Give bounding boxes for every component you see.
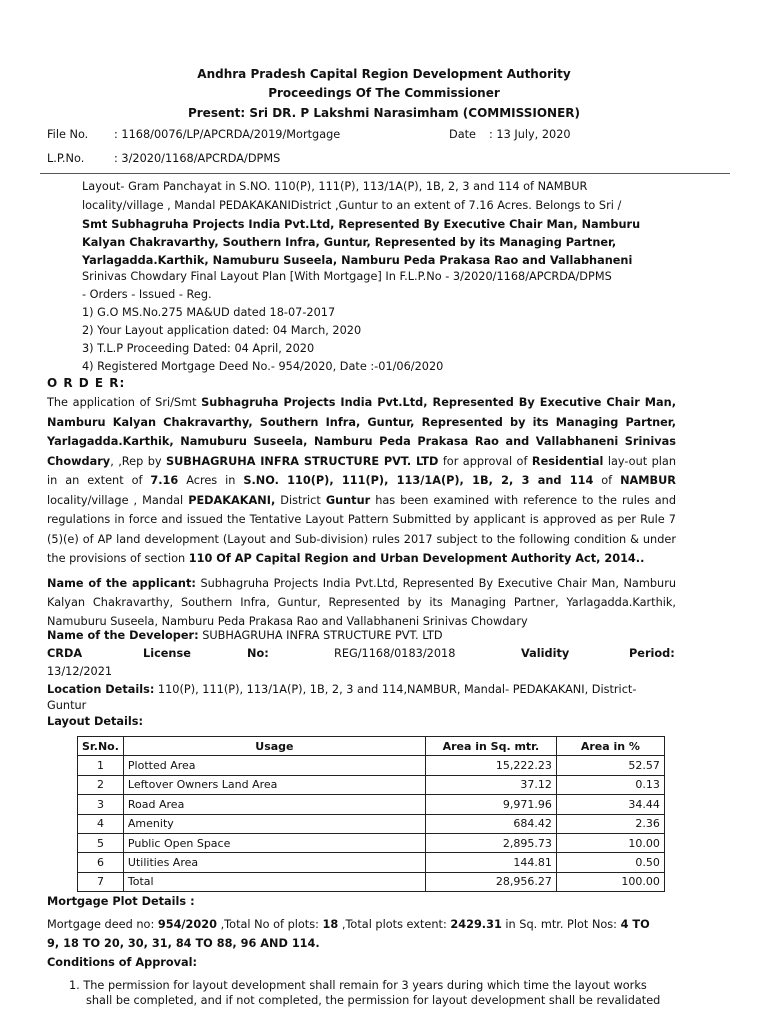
table-row bbox=[78, 795, 665, 814]
subject-line: Kalyan Chakravarthy, Southern Infra, Guntur, Represented by its Managing Partner, bbox=[82, 236, 617, 249]
order-paragraph: The application of Sri/Smt Subhagruha Projects India Pvt.Ltd, Represented By Executive Chair Man, Namburu Kalyan Chakravarthy, Southern Infra, Guntur, Represented by its Managing Partner, Yarlagadda.Karthik, Namuburu Suseela, Namburu Peda Prakasa Rao and Vallabhaneni Srinivas Chowdary, ,Rep by SUBHAGRUHA INFRA STRUCTURE PVT. LTD for approval of Residential lay-out plan in an extent of 7.16 Acres in S.NO. 110(P), 111(P), 113/1A(P), 1B, 2, 3 and 114 of NAMBUR locality/village , Mandal PEDAKAKANI, District Guntur has been examined with reference to the rules and regulations in force and issued the Tentative Layout Pattern Submitted by applicant is approved as per Rule 7 (5)(e) of AP land development (Layout and Sub-division) rules 2017 subject to the following condition & under the provisions of section 110 Of AP Capital Region and Urban Development Authority Act, 2014.. bbox=[47, 396, 677, 565]
license-word: CRDA bbox=[47, 647, 83, 660]
reference-item: 1) G.O MS.No.275 MA&UD dated 18-07-2017 bbox=[82, 306, 336, 319]
license-word: Validity bbox=[521, 647, 570, 660]
subject-line: Srinivas Chowdary Final Layout Plan [With Mortgage] In F.L.P.No - 3/2020/1168/APCRDA/DPMS bbox=[82, 270, 612, 283]
table-cell: 6 bbox=[78, 853, 124, 872]
file-label: File No. bbox=[47, 128, 89, 141]
table-cell: 34.44 bbox=[556, 795, 664, 814]
table-cell: 7 bbox=[78, 872, 124, 891]
table-cell: 144.81 bbox=[425, 853, 556, 872]
table-cell: Total bbox=[123, 872, 425, 891]
condition-item-cont: shall be completed, and if not completed, the permission for layout development shall be revalidated bbox=[86, 994, 661, 1007]
table-cell: 28,956.27 bbox=[425, 872, 556, 891]
table-cell: 15,222.23 bbox=[425, 756, 556, 775]
mortgage-label: Mortgage Plot Details : bbox=[47, 895, 195, 908]
table-cell: 37.12 bbox=[425, 775, 556, 794]
table-cell: 684.42 bbox=[425, 814, 556, 833]
condition-item: 1. The permission for layout development shall remain for 3 years during which time the layout works bbox=[69, 979, 647, 992]
table-cell: 0.50 bbox=[556, 853, 664, 872]
table-cell: 52.57 bbox=[556, 756, 664, 775]
mortgage-details: Mortgage deed no: 954/2020 ,Total No of plots: 18 ,Total plots extent: 2429.31 in Sq. mtr. Plot Nos: 4 TO bbox=[47, 918, 650, 931]
reference-item: 2) Your Layout application dated: 04 March, 2020 bbox=[82, 324, 362, 337]
table-cell: Utilities Area bbox=[123, 853, 425, 872]
validity-period: 13/12/2021 bbox=[47, 665, 113, 678]
table-cell: Public Open Space bbox=[123, 833, 425, 852]
divider bbox=[40, 173, 730, 174]
table-header-row bbox=[78, 737, 665, 756]
subject-line: Layout- Gram Panchayat in S.NO. 110(P), 111(P), 113/1A(P), 1B, 2, 3 and 114 of NAMBUR bbox=[82, 180, 588, 193]
table-cell: 100.00 bbox=[556, 872, 664, 891]
present-line: Present: Sri DR. P Lakshmi Narasimham (COMMISSIONER) bbox=[187, 106, 581, 120]
table-cell: 1 bbox=[78, 756, 124, 775]
order-heading: O R D E R: bbox=[47, 376, 126, 390]
table-cell: 10.00 bbox=[556, 833, 664, 852]
column-header: Sr.No. bbox=[78, 737, 124, 756]
table-cell: 5 bbox=[78, 833, 124, 852]
table-cell: 2,895.73 bbox=[425, 833, 556, 852]
table-cell: Road Area bbox=[123, 795, 425, 814]
license-word: License bbox=[143, 647, 191, 660]
column-header: Area in % bbox=[556, 737, 664, 756]
date-value: : 13 July, 2020 bbox=[489, 128, 571, 141]
reference-item: 4) Registered Mortgage Deed No.- 954/2020, Date :-01/06/2020 bbox=[82, 360, 444, 373]
location-details-cont: Guntur bbox=[47, 699, 87, 712]
license-number: REG/1168/0183/2018 bbox=[334, 647, 456, 660]
table-cell: 2.36 bbox=[556, 814, 664, 833]
conditions-label: Conditions of Approval: bbox=[47, 956, 198, 969]
proceedings-title: Proceedings Of The Commissioner bbox=[268, 86, 500, 100]
table-cell: 9,971.96 bbox=[425, 795, 556, 814]
table-cell: Amenity bbox=[123, 814, 425, 833]
table-cell: 4 bbox=[78, 814, 124, 833]
lp-label: L.P.No. bbox=[47, 152, 85, 165]
date-label: Date bbox=[449, 128, 477, 141]
table-row bbox=[78, 853, 665, 872]
table-row bbox=[78, 872, 665, 891]
table-row bbox=[78, 814, 665, 833]
org-title: Andhra Pradesh Capital Region Development Authority bbox=[197, 67, 571, 81]
layout-details-label: Layout Details: bbox=[47, 715, 144, 728]
mortgage-plot-numbers: 9, 18 TO 20, 30, 31, 84 TO 88, 96 AND 114. bbox=[47, 937, 320, 950]
location-details: Location Details: 110(P), 111(P), 113/1A(P), 1B, 2, 3 and 114,NAMBUR, Mandal- PEDAKAKANI, District- bbox=[47, 683, 637, 696]
applicant-section: Name of the applicant: Subhagruha Projects India Pvt.Ltd, Represented By Executive Chair Man, Namburu Kalyan Chakravarthy, Southern Infra, Guntur, Represented by its Managing Partner, Yarlagadda.Karthik, Namuburu Suseela, Namburu Peda Prakasa Rao and Vallabhaneni Srinivas Chowdary bbox=[47, 577, 676, 628]
reference-item: 3) T.L.P Proceeding Dated: 04 April, 2020 bbox=[82, 342, 315, 355]
layout-table bbox=[77, 736, 665, 892]
table-row bbox=[78, 775, 665, 794]
table-row bbox=[78, 756, 665, 775]
license-word: Period: bbox=[629, 647, 675, 660]
file-value: : 1168/0076/LP/APCRDA/2019/Mortgage bbox=[114, 128, 341, 141]
subject-line: - Orders - Issued - Reg. bbox=[82, 288, 212, 301]
subject-line: Yarlagadda.Karthik, Namuburu Suseela, Namburu Peda Prakasa Rao and Vallabhaneni bbox=[82, 254, 633, 267]
table-cell: 0.13 bbox=[556, 775, 664, 794]
license-word: No: bbox=[247, 647, 269, 660]
table-cell: Plotted Area bbox=[123, 756, 425, 775]
subject-line: locality/village , Mandal PEDAKAKANIDistrict ,Guntur to an extent of 7.16 Acres. Belongs to Sri / bbox=[82, 199, 622, 212]
lp-value: : 3/2020/1168/APCRDA/DPMS bbox=[114, 152, 281, 165]
column-header: Area in Sq. mtr. bbox=[425, 737, 556, 756]
developer-section: Name of the Developer: SUBHAGRUHA INFRA STRUCTURE PVT. LTD bbox=[47, 629, 443, 642]
column-header: Usage bbox=[123, 737, 425, 756]
table-cell: 3 bbox=[78, 795, 124, 814]
table-cell: 2 bbox=[78, 775, 124, 794]
table-row bbox=[78, 833, 665, 852]
subject-line: Smt Subhagruha Projects India Pvt.Ltd, Represented By Executive Chair Man, Namburu bbox=[82, 218, 641, 231]
table-cell: Leftover Owners Land Area bbox=[123, 775, 425, 794]
